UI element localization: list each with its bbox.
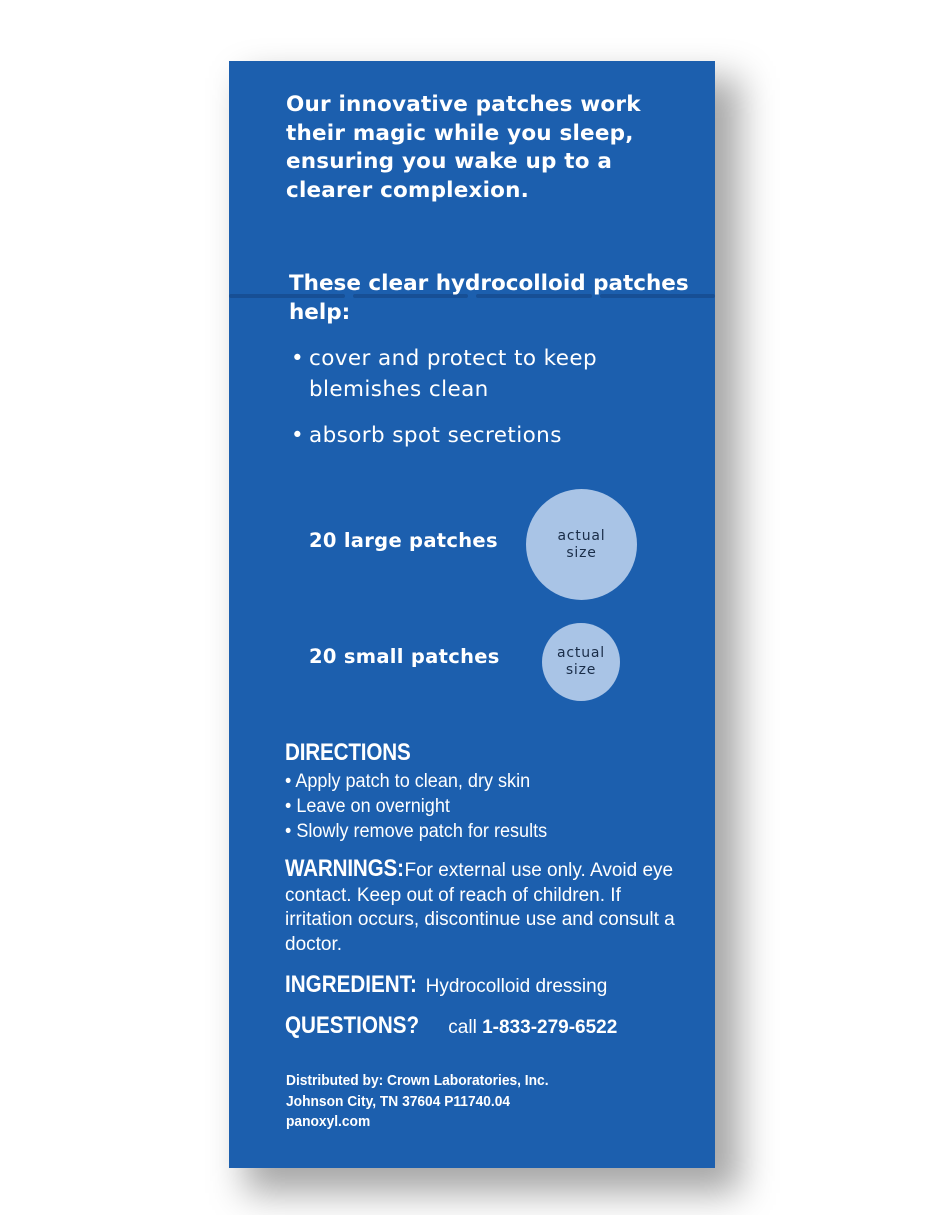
warnings-section xyxy=(285,857,685,957)
distributor-address: Johnson City, TN 37604 P11740.04 xyxy=(286,1093,511,1110)
benefits-list xyxy=(289,343,699,466)
questions-section xyxy=(285,1012,705,1040)
circle-label-line1: actual xyxy=(557,527,606,544)
warnings-text: For external use only. Avoid eye contact. Keep out of reach of children. If irritation occurs, discontinue use and consult a doctor. xyxy=(285,860,675,955)
benefits-heading: These clear hydrocolloid patches help: xyxy=(289,271,689,325)
warnings-heading: WARNINGS: xyxy=(285,855,404,882)
questions-heading: QUESTIONS? xyxy=(285,1012,420,1039)
phone-number: 1-833-279-6522 xyxy=(482,1017,618,1038)
directions-list xyxy=(285,769,695,844)
ingredient-text: Hydrocolloid dressing xyxy=(425,976,608,997)
bullet: • xyxy=(291,346,305,371)
list-item: • Leave on overnight xyxy=(285,796,450,817)
small-patches-label: 20 small patches xyxy=(309,645,500,668)
list-item xyxy=(289,343,699,405)
benefit-text: cover and protect to keep blemishes clean xyxy=(309,346,597,402)
benefit-text: absorb spot secretions xyxy=(309,423,562,448)
list-item: • Slowly remove patch for results xyxy=(285,821,548,842)
call-label: call xyxy=(448,1017,477,1038)
distributor-info xyxy=(286,1071,686,1133)
circle-label-line2: size xyxy=(565,662,597,678)
large-patches-label: 20 large patches xyxy=(309,529,498,552)
bullet: • xyxy=(291,423,305,448)
circle-label-line2: size xyxy=(566,544,597,561)
package-back-panel xyxy=(229,61,715,1168)
website: panoxyl.com xyxy=(286,1114,371,1130)
directions-heading: DIRECTIONS xyxy=(285,739,411,766)
circle-label-line1: actual xyxy=(557,645,605,661)
intro-text: Our innovative patches work their magic while you sleep, ensuring you wake up to a clearer complexion. xyxy=(286,92,641,203)
ingredient-section xyxy=(285,971,705,999)
large-patch-actual-size-circle xyxy=(526,489,637,600)
list-item xyxy=(289,420,699,451)
distributor-line: Distributed by: Crown Laboratories, Inc. xyxy=(286,1073,549,1089)
ingredient-heading: INGREDIENT: xyxy=(285,971,417,998)
list-item: • Apply patch to clean, dry skin xyxy=(285,771,531,792)
directions-section xyxy=(285,739,695,844)
small-patch-actual-size-circle xyxy=(542,623,620,701)
